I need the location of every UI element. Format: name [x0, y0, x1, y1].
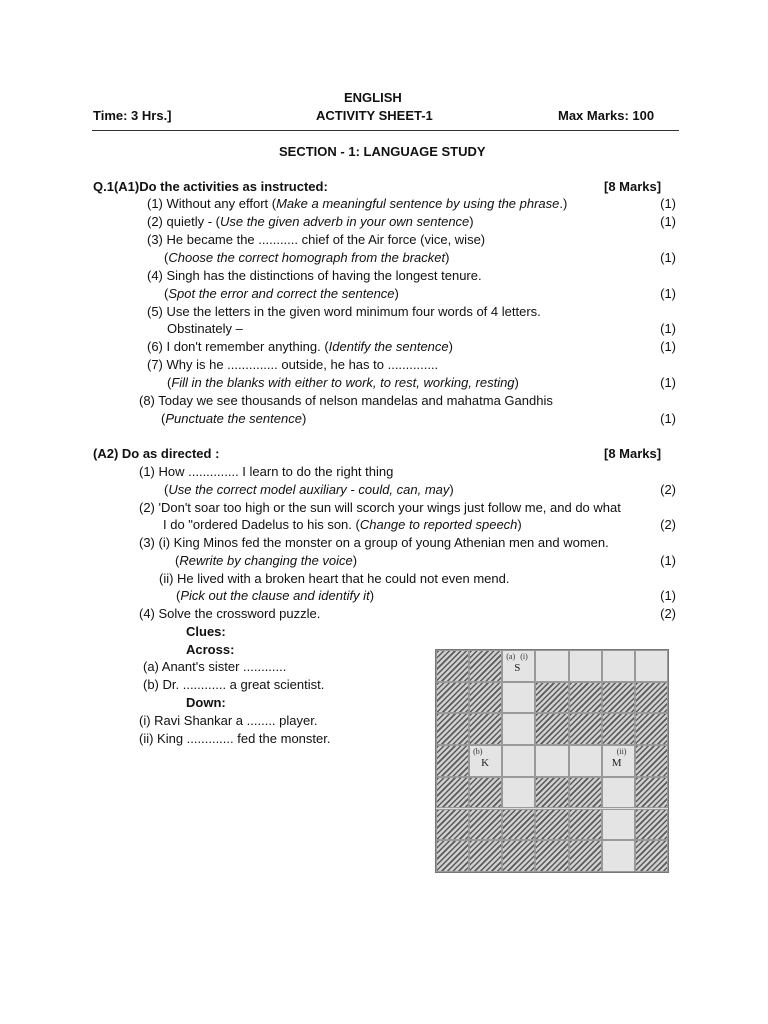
a2-q2-line1: (2) 'Don't soar too high or the sun will scorch your wings just follow me, and do what	[139, 500, 621, 515]
a1-q5-marks: (1)	[660, 321, 676, 336]
a1-q8-instruction: (Punctuate the sentence)	[161, 411, 307, 426]
crossword-shaded-cell	[635, 713, 668, 745]
crossword-shaded-cell	[635, 840, 668, 872]
crossword-shaded-cell	[469, 840, 502, 872]
crossword-shaded-cell	[535, 713, 568, 745]
sheet-title: ACTIVITY SHEET-1	[316, 108, 433, 123]
crossword-shaded-cell	[569, 809, 602, 841]
a2-q3ii-marks: (1)	[660, 588, 676, 603]
a1-q4-marks: (1)	[660, 286, 676, 301]
a2-q3-instruction: (Rewrite by changing the voice)	[175, 553, 358, 568]
a2-q3ii-instruction: (Pick out the clause and identify it)	[176, 588, 375, 603]
crossword-shaded-cell	[436, 650, 469, 682]
crossword-cell[interactable]	[602, 809, 635, 841]
a1-q8-marks: (1)	[660, 411, 676, 426]
a1-q4-instruction: (Spot the error and correct the sentence)	[164, 286, 399, 301]
crossword-cell-a-i[interactable]: (a) (i) S	[502, 650, 535, 682]
crossword-shaded-cell	[469, 713, 502, 745]
a1-q3: (3) He became the ........... chief of the Air force (vice, wise)	[147, 232, 486, 247]
max-marks-label: Max Marks: 100	[558, 108, 655, 123]
crossword-cell[interactable]	[502, 682, 535, 714]
crossword-shaded-cell	[436, 840, 469, 872]
a1-q1: (1) Without any effort (Make a meaningful sentence by using the phrase.)	[147, 196, 568, 211]
crossword-shaded-cell	[535, 840, 568, 872]
time-label: Time: 3 Hrs.]	[93, 108, 172, 123]
crossword-shaded-cell	[535, 809, 568, 841]
crossword-shaded-cell	[436, 777, 469, 809]
subject-title: ENGLISH	[344, 90, 402, 105]
a1-q6: (6) I don't remember anything. (Identify the sentence)	[147, 339, 453, 354]
crossword-shaded-cell	[469, 809, 502, 841]
clues-label: Clues:	[186, 624, 226, 639]
crossword-shaded-cell	[469, 682, 502, 714]
a1-q7-instruction: (Fill in the blanks with either to work, to rest, working, resting)	[167, 375, 519, 390]
a1-q8: (8) Today we see thousands of nelson mandelas and mahatma Gandhis	[139, 393, 553, 408]
a1-q7: (7) Why is he .............. outside, he has to ..............	[147, 357, 439, 372]
crossword-cell[interactable]	[502, 713, 535, 745]
crossword-cell-ii[interactable]: (ii) M	[602, 745, 635, 777]
a1-q2-marks: (1)	[660, 214, 676, 229]
a1-q3-marks: (1)	[660, 250, 676, 265]
a2-q3-marks: (1)	[660, 553, 676, 568]
clue-down-i: (i) Ravi Shankar a ........ player.	[139, 713, 318, 728]
clue-across-a: (a) Anant's sister ............	[143, 659, 287, 674]
a1-q5: (5) Use the letters in the given word minimum four words of 4 letters.	[147, 304, 541, 319]
a2-q3ii: (ii) He lived with a broken heart that he could not even mend.	[159, 571, 510, 586]
crossword-cell[interactable]	[602, 777, 635, 809]
crossword-shaded-cell	[502, 840, 535, 872]
crossword-grid	[435, 649, 669, 873]
a1-q6-marks: (1)	[660, 339, 676, 354]
crossword-cell[interactable]	[635, 650, 668, 682]
crossword-shaded-cell	[602, 713, 635, 745]
crossword-cell[interactable]	[602, 650, 635, 682]
clue-across-b: (b) Dr. ............ a great scientist.	[143, 677, 325, 692]
section-title: SECTION - 1: LANGUAGE STUDY	[279, 144, 486, 159]
crossword-shaded-cell	[569, 682, 602, 714]
crossword-shaded-cell	[569, 840, 602, 872]
crossword-shaded-cell	[469, 777, 502, 809]
crossword-shaded-cell	[436, 713, 469, 745]
crossword-shaded-cell	[436, 682, 469, 714]
a2-q4-marks: (2)	[660, 606, 676, 621]
crossword-cell[interactable]	[535, 745, 568, 777]
a1-heading: Q.1(A1)Do the activities as instructed:	[93, 179, 328, 194]
crossword-shaded-cell	[602, 682, 635, 714]
a1-q1-marks: (1)	[660, 196, 676, 211]
a2-q1: (1) How .............. I learn to do the right thing	[139, 464, 394, 479]
a2-q2-marks: (2)	[660, 517, 676, 532]
crossword-shaded-cell	[535, 682, 568, 714]
crossword-cell[interactable]	[602, 840, 635, 872]
crossword-cell[interactable]	[502, 777, 535, 809]
a2-q2-line2: I do "ordered Dadelus to his son. (Change to reported speech)	[163, 517, 522, 532]
crossword-shaded-cell	[502, 809, 535, 841]
a2-q1-marks: (2)	[660, 482, 676, 497]
crossword-cell[interactable]	[569, 650, 602, 682]
crossword-shaded-cell	[535, 777, 568, 809]
crossword-shaded-cell	[569, 713, 602, 745]
crossword-shaded-cell	[569, 777, 602, 809]
header-divider	[92, 130, 679, 131]
crossword-shaded-cell	[635, 777, 668, 809]
crossword-cell[interactable]	[569, 745, 602, 777]
crossword-cell[interactable]	[502, 745, 535, 777]
crossword-cell-b[interactable]: (b) K	[469, 745, 502, 777]
a1-q2: (2) quietly - (Use the given adverb in your own sentence)	[147, 214, 474, 229]
crossword-shaded-cell	[635, 682, 668, 714]
crossword-cell[interactable]	[535, 650, 568, 682]
a2-q1-instruction: (Use the correct model auxiliary - could, can, may)	[164, 482, 454, 497]
down-label: Down:	[186, 695, 226, 710]
a1-q4: (4) Singh has the distinctions of having the longest tenure.	[147, 268, 482, 283]
a1-marks: [8 Marks]	[604, 179, 662, 194]
a2-q4: (4) Solve the crossword puzzle.	[139, 606, 321, 621]
crossword-shaded-cell	[635, 745, 668, 777]
across-label: Across:	[186, 642, 235, 657]
crossword-shaded-cell	[635, 809, 668, 841]
crossword-shaded-cell	[436, 745, 469, 777]
crossword-shaded-cell	[436, 809, 469, 841]
a1-q7-marks: (1)	[660, 375, 676, 390]
a2-heading: (A2) Do as directed :	[93, 446, 220, 461]
a2-marks: [8 Marks]	[604, 446, 662, 461]
a2-q3: (3) (i) King Minos fed the monster on a group of young Athenian men and women.	[139, 535, 609, 550]
a1-q5-word: Obstinately –	[167, 321, 243, 336]
a1-q3-instruction: (Choose the correct homograph from the bracket)	[164, 250, 450, 265]
clue-down-ii: (ii) King ............. fed the monster.	[139, 731, 331, 746]
crossword-shaded-cell	[469, 650, 502, 682]
